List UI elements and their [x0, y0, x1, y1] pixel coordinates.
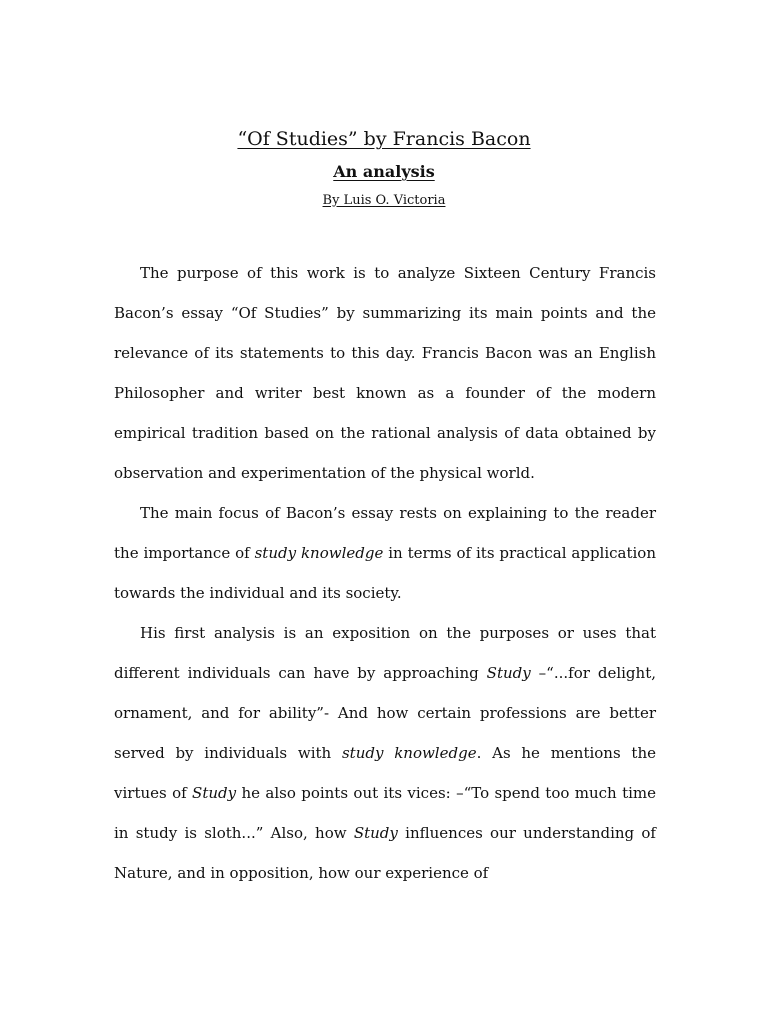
- paragraph-1: [114, 253, 656, 493]
- paragraph-3-text: –“...for delight, ornament, and for ability”- And how certain professions are better served by individuals with: [114, 664, 656, 762]
- paragraph-3-text: . As he mentions the virtues of: [114, 744, 656, 802]
- paragraph-3-text: influences our understanding of Nature, and in opposition, how our experience of: [114, 824, 656, 882]
- paragraph-2: [114, 493, 656, 613]
- document-body: [114, 253, 656, 893]
- paragraph-3-emphasis: Study: [486, 664, 531, 682]
- paragraph-3-emphasis: Study: [192, 784, 237, 802]
- paragraph-2-text: The main focus of Bacon’s essay rests on explaining to the reader the importance of: [114, 504, 656, 562]
- document-author: By Luis O. Victoria: [322, 193, 446, 208]
- paragraph-3-text: His first analysis is an exposition on the purposes or uses that different individuals can have by approaching: [114, 624, 656, 682]
- paragraph-3-text: he also points out its vices: –“To spend too much time in study is sloth...” Also, how: [114, 784, 656, 842]
- paragraph-3: [114, 613, 656, 893]
- paragraph-2-text: in terms of its practical application towards the individual and its society.: [114, 544, 657, 602]
- document-subtitle: An analysis: [333, 162, 435, 181]
- paragraph-1-text: The purpose of this work is to analyze Sixteen Century Francis Bacon’s essay “Of Studies” by summarizing its main points and the relevance of its statements to this day. Francis Bacon was an English Philosopher and writer best known as a founder of the modern empirical tradition based on the rational analysis of data obtained by observation and experimentation of the physical world.: [114, 264, 656, 482]
- document-title: “Of Studies” by Francis Bacon: [237, 128, 531, 150]
- paragraph-3-emphasis: Study: [353, 824, 398, 842]
- paragraph-2-emphasis: study knowledge: [254, 544, 384, 562]
- paragraph-3-emphasis: study knowledge: [341, 744, 477, 762]
